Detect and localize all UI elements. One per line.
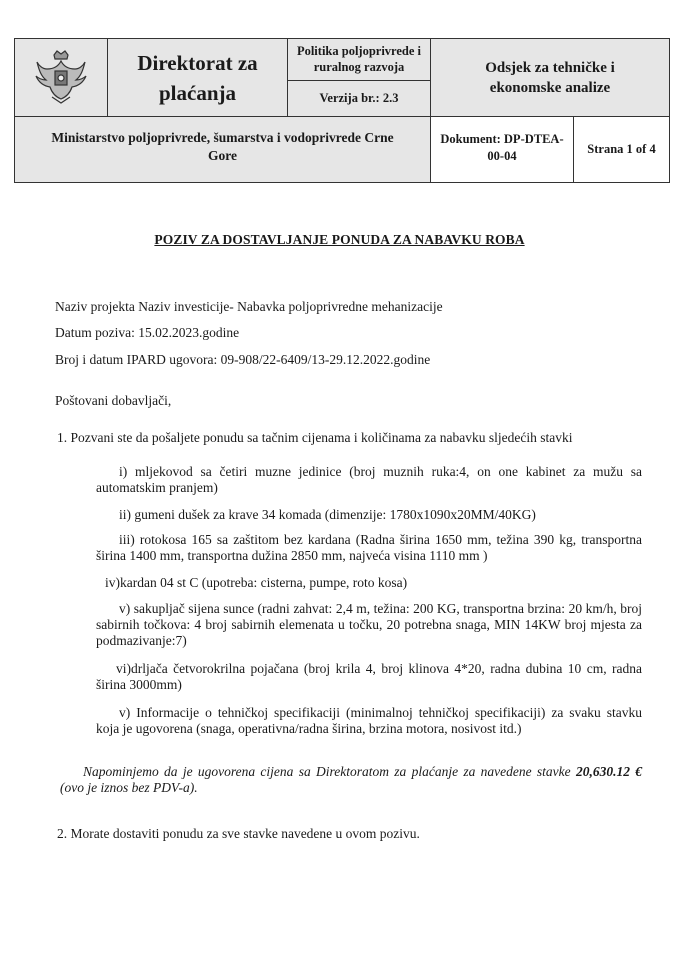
greeting: Poštovani dobavljači, xyxy=(55,393,172,408)
ministry-cell xyxy=(15,117,431,182)
price-note xyxy=(60,764,642,796)
coat-of-arms-icon xyxy=(30,47,92,109)
page-number-cell xyxy=(574,117,669,182)
document-id-line2: 00-04 xyxy=(487,149,517,163)
ministry-line1: Ministarstvo poljoprivrede, šumarstva i vodoprivrede Crne xyxy=(51,130,394,145)
page-number: Strana 1 of 4 xyxy=(587,142,656,156)
document-id-line1: Dokument: DP-DTEA- xyxy=(440,132,564,146)
directorate-name-line2: plaćanja xyxy=(158,80,236,105)
price-note-text: Napominjemo da je ugovorena cijena sa Direktoratom za plaćanje za navedene stavke xyxy=(83,764,571,779)
document-id-cell xyxy=(431,117,574,182)
policy-line1: Politika poljoprivrede i xyxy=(296,44,422,58)
item-vi: vi)drljača četvorokrilna pojačana (broj krila 4, broj klinova 4*20, radna dubina 10 cm, radna širina 3000mm) xyxy=(96,661,642,692)
point-1: 1. Pozvani ste da pošaljete ponudu sa tačnim cijenama i količinama za nabavku sljedećih stavki xyxy=(57,430,573,445)
item-v: v) sakupljač sijena sunce (radni zahvat: 2,4 m, težina: 200 KG, transportna brzina: 20 km/h, broj sabirnih točkova: 4 broj sabirnih elemenata u točku, 20 potrebna snaga, MIN 14KW broj mjesta za podmazivanje:7) xyxy=(96,601,642,648)
policy-line2: ruralnog razvoja xyxy=(313,60,405,74)
point-2: 2. Morate dostaviti ponudu za sve stavke navedene u ovom pozivu. xyxy=(57,826,420,841)
version-label: Verzija br.: 2.3 xyxy=(319,91,399,105)
document-title: POZIV ZA DOSTAVLJANJE PONUDA ZA NABAVKU ROBA xyxy=(154,232,525,247)
directorate-cell xyxy=(108,39,288,117)
ipard-contract: Broj i datum IPARD ugovora: 09-908/22-6409/13-29.12.2022.godine xyxy=(55,352,431,367)
invitation-date: Datum poziva: 15.02.2023.godine xyxy=(55,325,240,340)
price-amount: 20,630.12 € xyxy=(575,764,642,779)
logo-cell xyxy=(15,39,108,117)
item-iv: iv)kardan 04 st C (upotreba: cisterna, pumpe, roto kosa) xyxy=(105,575,408,590)
ministry-line2: Gore xyxy=(208,148,237,163)
version-cell xyxy=(288,81,431,117)
document-header-table xyxy=(14,38,670,183)
department-line2: ekonomske analize xyxy=(489,79,611,96)
department-line1: Odsjek za tehničke i xyxy=(485,59,615,76)
item-v-info: v) Informacije o tehničkoj specifikaciji (minimalnoj tehničkoj specifikaciji) za svaku stavku koja je ugovorena (snaga, operativna/radna širina, brzina motora, nosivost itd.) xyxy=(96,705,642,736)
policy-cell xyxy=(288,39,431,81)
item-i: i) mljekovod sa četiri muzne jedinice (broj muznih ruka:4, on one kabinet za mužu sa automatskim pranjem) xyxy=(96,464,642,495)
item-ii: ii) gumeni dušek za krave 34 komada (dimenzije: 1780x1090x20MM/40KG) xyxy=(119,507,536,522)
price-note-suffix: (ovo je iznos bez PDV-a). xyxy=(60,780,198,795)
department-cell xyxy=(431,39,669,117)
directorate-name-line1: Direktorat za xyxy=(137,50,258,75)
item-iii: iii) rotokosa 165 sa zaštitom bez kardana (Radna širina 1650 mm, težina 390 kg, transportna širina 1400 mm, transportna dužina 2850 mm, najveća visina 1110 mm ) xyxy=(96,532,642,563)
project-name: Naziv projekta Naziv investicije- Nabavka poljoprivredne mehanizacije xyxy=(55,299,443,314)
